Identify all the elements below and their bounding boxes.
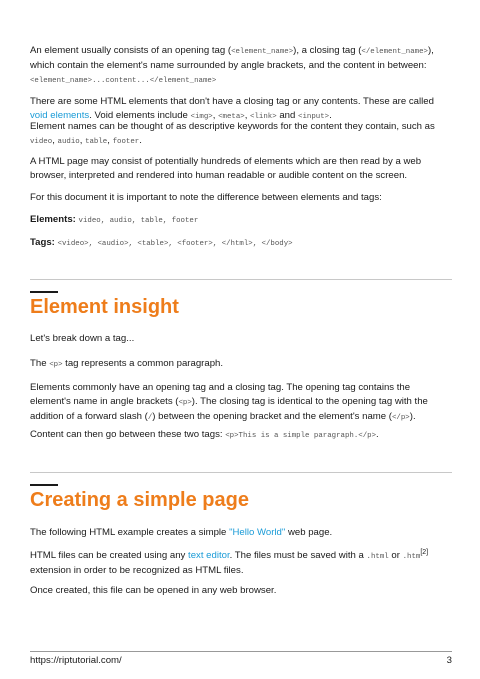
footer-url: https://riptutorial.com/ [30, 655, 122, 666]
intro-paragraph-1: An element usually consists of an opening tag (<element_name>), a closing tag (</element_name>), which contain the element's name surrounded by angle brackets, and the content in between: <element_name>...content...</element_name> [30, 45, 434, 85]
footnote-reference: [2] [420, 548, 429, 556]
void-elements-link[interactable]: void elements [30, 110, 90, 121]
intro-paragraph-3: Element names can be thought of as descriptive keywords for the content they contain, such as video, audio, table, footer. [30, 121, 435, 146]
element-insight-paragraph-4: Content can then go between these two tags: <p>This is a simple paragraph.</p>. [30, 429, 379, 440]
elements-value: video, audio, table, footer [78, 217, 199, 225]
simple-page-paragraph-2: HTML files can be created using any text editor. The files must be saved with a .html or .htm[2] extension in order to be recognized as HTML files. [30, 548, 429, 576]
heading-accent-bar [30, 291, 58, 293]
element-insight-paragraph-1: Let's break down a tag... [30, 333, 135, 344]
tags-label: Tags: [30, 237, 55, 248]
element-insight-paragraph-2: The <p> tag represents a common paragraph. [30, 358, 224, 369]
tags-value: <video>, <audio>, <table>, <footer>, </html>, </body> [57, 240, 293, 248]
section-heading-creating-simple-page: Creating a simple page [30, 489, 249, 511]
elements-line [30, 213, 198, 228]
footer-divider [30, 651, 452, 652]
element-insight-paragraph-3: Elements commonly have an opening tag and a closing tag. The opening tag contains the element's name in angle brackets (<p>). The closing tag is identical to the opening tag with the addition of a forward slash (/) between the opening bracket and the element's name (</p>). [30, 382, 428, 422]
hello-world-link[interactable]: "Hello World" [229, 527, 286, 538]
text-editor-link[interactable]: text editor [188, 550, 230, 561]
simple-page-paragraph-3: Once created, this file can be opened in any web browser. [30, 585, 277, 596]
section-heading-element-insight: Element insight [30, 296, 179, 318]
section-divider [30, 279, 452, 280]
simple-page-paragraph-1: The following HTML example creates a simple "Hello World" web page. [30, 527, 333, 538]
intro-paragraph-4: A HTML page may consist of potentially hundreds of elements which are then read by a web browser, interpreted and rendered into human readable or audible content on the screen. [30, 156, 422, 181]
intro-paragraph-5: For this document it is important to note the difference between elements and tags: [30, 192, 382, 203]
intro-paragraph-2: There are some HTML elements that don't have a closing tag or any contents. These are called void elements. Void elements include <img>, <meta>, <link> and <input>. [30, 96, 434, 121]
page-footer [30, 655, 452, 666]
section-divider [30, 472, 452, 473]
heading-accent-bar [30, 484, 58, 486]
tags-line [30, 236, 293, 251]
elements-label: Elements: [30, 214, 76, 225]
page-number: 3 [446, 655, 452, 666]
